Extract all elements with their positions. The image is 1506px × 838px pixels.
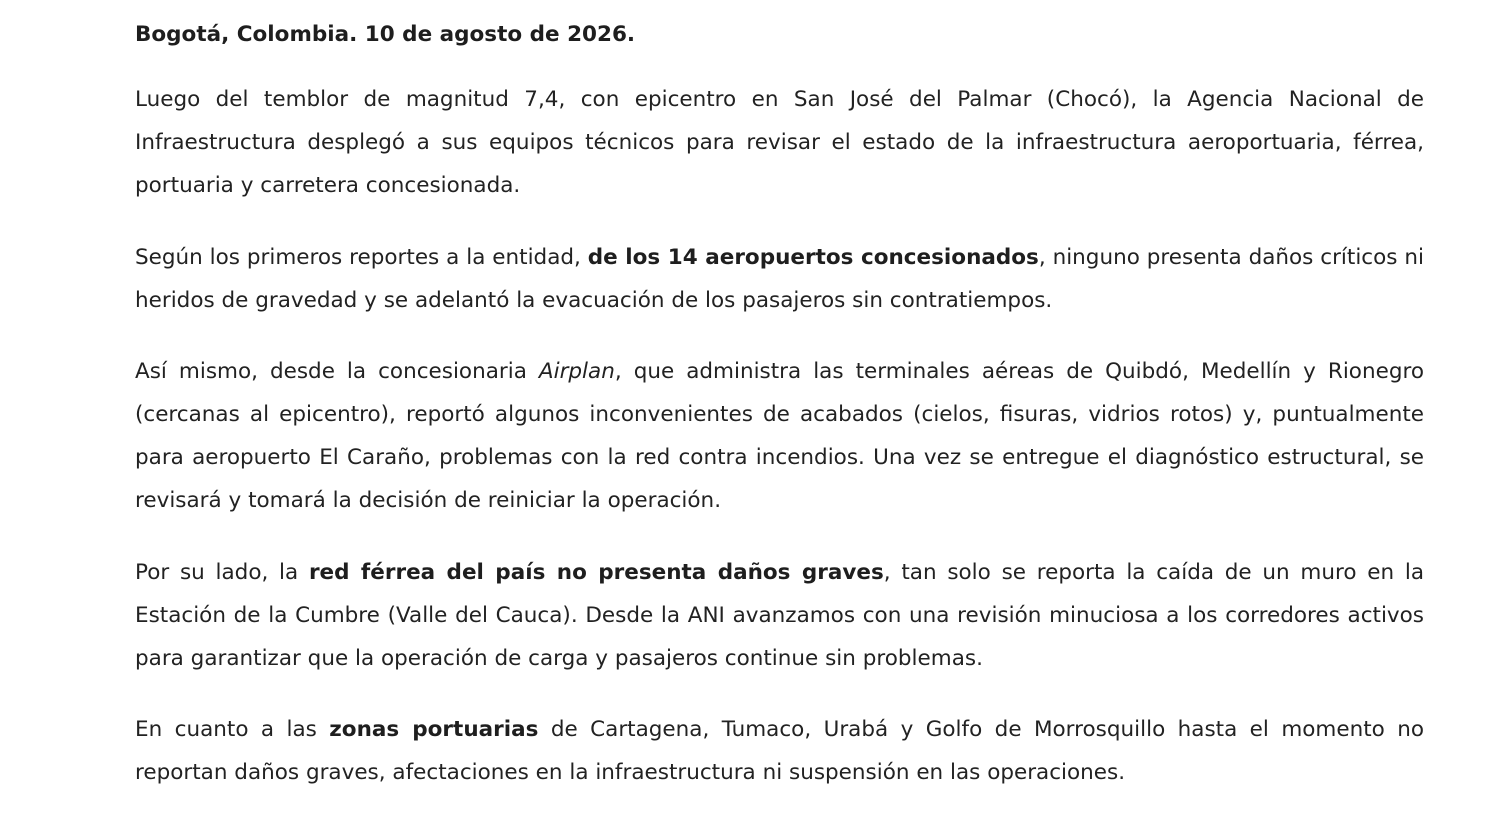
highlight-railway: red férrea del país no presenta daños graves	[308, 559, 884, 585]
concessionaire-name: Airplan	[538, 359, 615, 384]
paragraph-text: Por su lado, la	[135, 559, 309, 585]
paragraph-text: Según los primeros reportes a la entidad,	[135, 244, 588, 270]
paragraph-airplan	[135, 350, 1424, 522]
paragraph-text: , que administra las terminales aéreas de Quibdó, Medellín y Rionegro (cercanas al epicentro), reportó algunos inconvenientes de acabados (cielos, fisuras, vidrios rotos) y, puntualmente para aeropuerto El Caraño, problemas con la red contra incendios. Una vez se entregue el diagnóstico estructural, se revisará y tomará la decisión de reiniciar la operación.	[135, 359, 1424, 513]
highlight-airports: de los 14 aeropuertos concesionados	[587, 244, 1039, 270]
paragraph-ports	[135, 708, 1424, 794]
paragraph-text: Así mismo, desde la concesionaria	[135, 359, 539, 384]
article-body	[135, 18, 1424, 823]
paragraph-text: , ninguno presenta daños críticos ni heridos de gravedad y se adelantó la evacuación de los pasajeros sin contratiempos.	[135, 244, 1424, 313]
highlight-ports: zonas portuarias	[329, 717, 539, 742]
paragraph-earthquake-intro: Luego del temblor de magnitud 7,4, con epicentro en San José del Palmar (Chocó), la Agencia Nacional de Infraestructura desplegó a sus equipos técnicos para revisar el estado de la infraestructura aeroportuaria, férrea, portuaria y carretera concesionada.	[135, 87, 1424, 198]
paragraph-railway	[135, 551, 1424, 680]
paragraph-text: En cuanto a las	[135, 717, 330, 742]
paragraph-text: , tan solo se reporta la caída de un muro en la Estación de la Cumbre (Valle del Cauca). Desde la ANI avanzamos con una revisión minuciosa a los corredores activos para garantizar que la operación de carga y pasajeros continue sin problemas.	[135, 559, 1424, 671]
paragraph-text: de Cartagena, Tumaco, Urabá y Golfo de Morrosquillo hasta el momento no reportan daños graves, afectaciones en la infraestructura ni suspensión en las operaciones.	[135, 717, 1425, 785]
dateline: Bogotá, Colombia. 10 de agosto de 2026.	[135, 22, 636, 47]
paragraph-airports	[135, 236, 1424, 322]
